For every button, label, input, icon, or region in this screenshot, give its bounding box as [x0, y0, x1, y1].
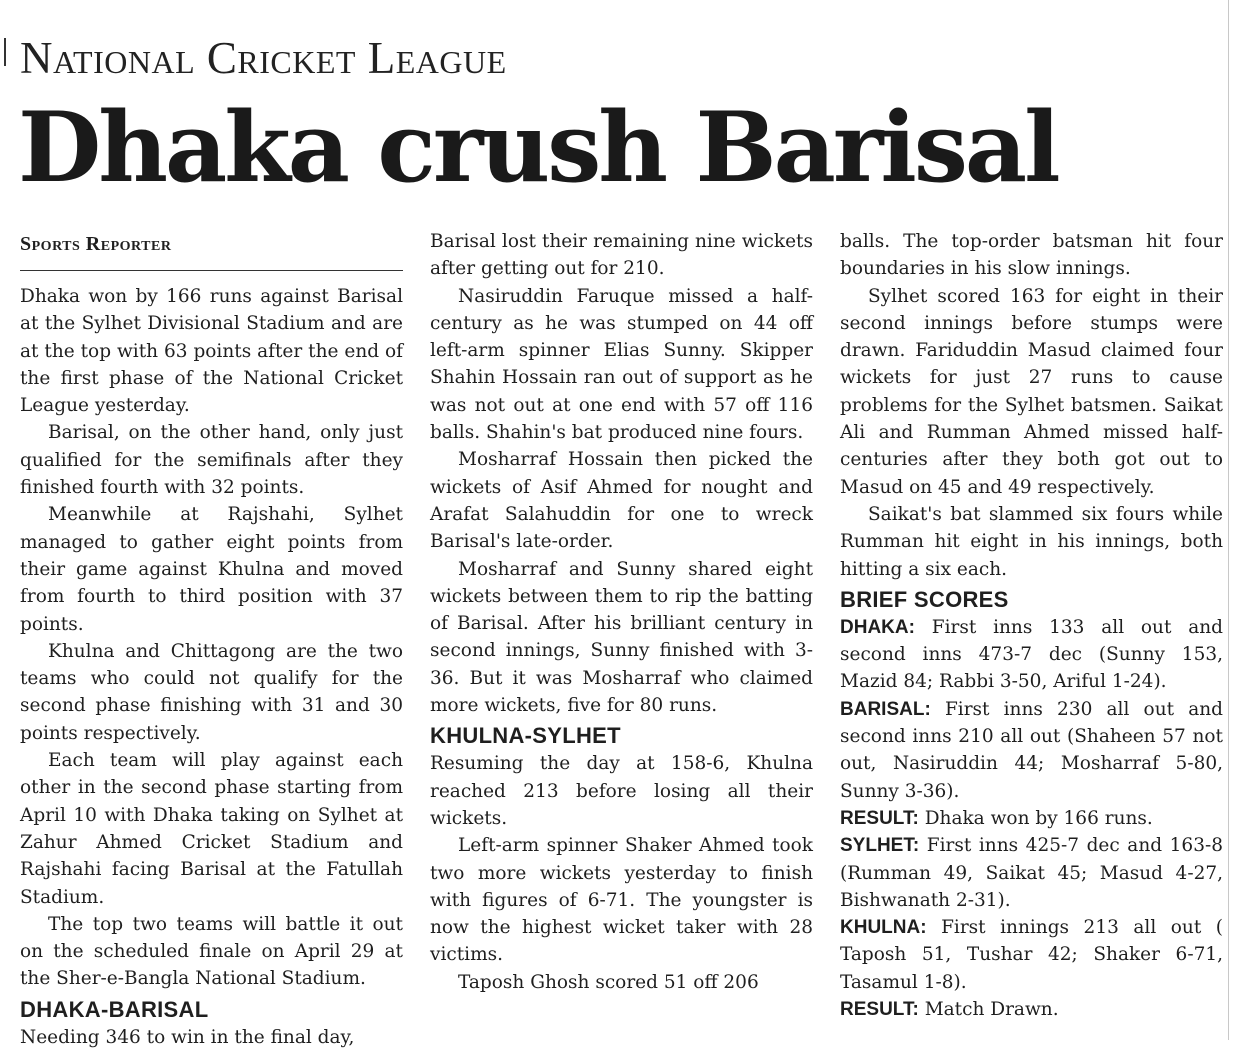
paragraph: Left-arm spinner Shaker Ahmed took two more wickets yesterday to finish with figures of 6-71. The youngster is now the highest wicket taker with 28 victims. — [430, 835, 813, 966]
score-text: First inns 230 all out and second inns 210 all out (Shaheen 57 not out, Nasiruddin 44; Mosharraf 5-80, Sunny 3-36). — [840, 698, 1223, 802]
paragraph: Each team will play against each other in the second phase starting from April 10 with Dhaka taking on Sylhet at Zahur Ahmed Cricket Stadium and Rajshahi facing Barisal at the Fatullah Stadium. — [20, 750, 403, 908]
paragraph: Taposh Ghosh scored 51 off 206 — [458, 971, 759, 993]
paragraph: Barisal, on the other hand, only just qualified for the semifinals after they finished fourth with 32 points. — [20, 422, 403, 499]
score-barisal — [840, 696, 1223, 805]
subheading-khulna-sylhet: KHULNA-SYLHET — [430, 723, 621, 749]
paragraph: Mosharraf Hossain then picked the wickets of Asif Ahmed for nought and Arafat Salahuddin for one to wreck Barisal's late-order. — [430, 449, 813, 553]
paragraph: Khulna and Chittagong are the two teams who could not qualify for the second phase finishing with 31 and 30 points respectively. — [20, 640, 403, 744]
byline: Sports Reporter — [20, 228, 403, 271]
score-text: Match Drawn. — [918, 999, 1059, 1021]
subheading-dhaka-barisal: DHAKA-BARISAL — [20, 996, 209, 1022]
paragraph: Meanwhile at Rajshahi, Sylhet managed to gather eight points from their game against Khulna and moved from fourth to third position with 37 points. — [20, 504, 403, 635]
score-label: RESULT: — [840, 807, 919, 829]
score-label: KHULNA: — [840, 917, 927, 939]
paragraph: Needing 346 to win in the final day, — [20, 1026, 355, 1048]
score-khulna — [840, 914, 1223, 996]
headline: Dhaka crush Barisal — [18, 91, 1058, 204]
paragraph: Saikat's bat slammed six fours while Rumman hit eight in his innings, both hitting a six each. — [840, 503, 1223, 580]
score-label: SYLHET: — [840, 835, 920, 857]
paragraph: balls. The top-order batsman hit four boundaries in his slow innings. — [840, 231, 1223, 280]
subheading-brief-scores: BRIEF SCORES — [840, 586, 1009, 612]
score-text: Dhaka won by 166 runs. — [918, 807, 1153, 829]
score-text: First inns 133 all out and second inns 473-7 dec (Sunny 153, Mazid 84; Rabbi 3-50, Ariful 1-24). — [840, 616, 1223, 693]
paragraph: Mosharraf and Sunny shared eight wickets between them to rip the batting of Barisal. After his brilliant century in second innings, Sunny finished with 3-36. But it was Mosharraf who claimed more wickets, five for 80 runs. — [430, 558, 813, 717]
paragraph: Sylhet scored 163 for eight in their second innings before stumps were drawn. Fariduddin Masud claimed four wickets for just 27 runs to cause problems for the Sylhet batsmen. Saikat Ali and Rumman Ahmed missed half-centuries after they both got out to Masud on 45 and 49 respectively. — [840, 285, 1223, 498]
left-margin-rule — [4, 38, 6, 66]
result-dhaka-barisal — [840, 805, 1223, 832]
paragraph: The top two teams will battle it out on the scheduled finale on April 29 at the Sher-e-Bangla National Stadium. — [20, 913, 403, 990]
paragraph: Dhaka won by 166 runs against Barisal at the Sylhet Divisional Stadium and are at the top with 63 points after the end of the first phase of the National Cricket League yesterday. — [20, 286, 403, 417]
score-dhaka — [840, 614, 1223, 696]
right-page-edge — [1228, 0, 1229, 1040]
score-label: RESULT: — [840, 999, 919, 1021]
paragraph: Barisal lost their remaining nine wickets after getting out for 210. — [430, 231, 813, 280]
score-text: First innings 213 all out ( Taposh 51, Tushar 42; Shaker 6-71, Tasamul 1-8). — [840, 917, 1223, 993]
article-column-3 — [840, 228, 1223, 1023]
result-khulna-sylhet — [840, 996, 1223, 1023]
score-sylhet — [840, 832, 1223, 914]
section-kicker: National Cricket League — [20, 33, 507, 83]
paragraph: Nasiruddin Faruque missed a half-century as he was stumped on 44 off left-arm spinner Elias Sunny. Skipper Shahin Hossain ran out of support as he was not out at one end with 57 off 116 balls. Shahin's bat produced nine fours. — [430, 285, 813, 444]
score-label: BARISAL: — [840, 698, 931, 720]
score-label: DHAKA: — [840, 616, 915, 638]
paragraph: Resuming the day at 158-6, Khulna reached 213 before losing all their wickets. — [430, 753, 813, 829]
score-text: First inns 425-7 dec and 163-8 (Rumman 49, Saikat 45; Masud 4-27, Bishwanath 2-31). — [840, 835, 1223, 911]
article-column-1 — [20, 228, 403, 1051]
article-column-2 — [430, 228, 813, 996]
